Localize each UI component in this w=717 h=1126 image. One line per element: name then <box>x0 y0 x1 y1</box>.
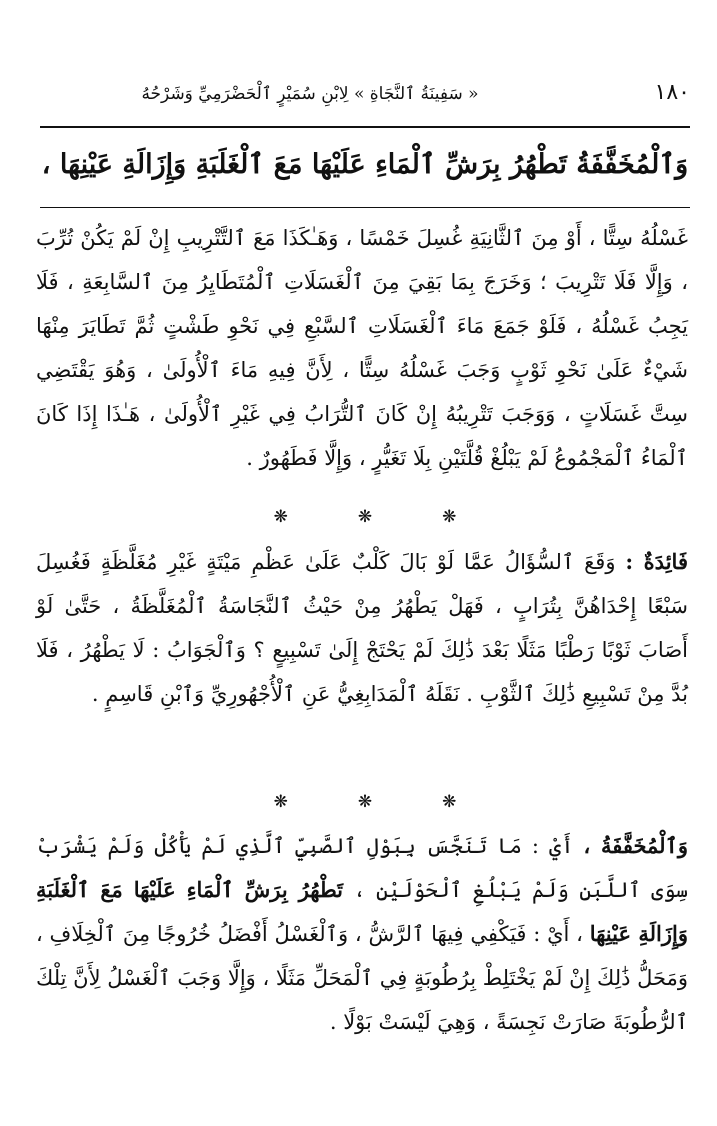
paragraph-text: غَسْلُهُ سِتًّا ، أَوْ مِنَ ٱلثَّانِيَةِ غُسِلَ خَمْسًا ، وَهَـٰكَذَا مَعَ ٱلتَّتْرِيبِ إِنْ لَمْ يَكُنْ تُرِّبَ ، وَإِلَّا فَلَا تَتْرِيبَ ؛ وَخَرَجَ بِمَا بَقِيَ مِنَ ٱلْغَسَلَاتِ ٱلْمُتَطَايِرُ مِنَ ٱلسَّابِعَةِ ، فَلَا يَجِبُ غَسْلُهُ ، فَلَوْ جَمَعَ مَاءَ ٱلْغَسَلَاتِ ٱلسَّبْعِ فِي نَحْوِ طَشْتٍ ثُمَّ تَطَايَرَ مِنْهَا شَيْءٌ عَلَىٰ نَحْوِ ثَوْبٍ وَجَبَ غَسْلُهُ سِتًّا ، لِأَنَّ فِيهِ مَاءَ ٱلْأُولَىٰ ، وَهُوَ يَقْتَضِي سِتَّ غَسَلَاتٍ ، وَوَجَبَ تَتْرِيبُهُ إِنْ كَانَ ٱلتُّرَابُ فِي غَيْرِ ٱلْأُولَىٰ ، هَـٰذَا إِذَا كَانَ ٱلْمَاءُ ٱلْمَجْمُوعُ لَمْ يَبْلُغْ قُلَّتَيْنِ بِلَا تَغَيُّرٍ ، وَإِلَّا فَطَهُورٌ . <box>36 226 688 470</box>
asterism-icon: ❋ <box>442 507 457 527</box>
page-number: ١٨٠ <box>654 80 690 105</box>
asterism-icon: ❋ <box>357 792 373 812</box>
paragraph-text: أَيْ : مَا تَنَجَّسَ بِبَوْلِ ٱلصَّبِيِّ ٱلَّذِي لَمْ يَأْكُلْ وَلَمْ يَشْرَبْ سِوَى ٱللَّبَنِ وَلَمْ يَبْلُغِ ٱلْحَوْلَيْنِ ، <box>36 834 688 902</box>
asterism-icon: ❋ <box>357 507 373 527</box>
asterism-icon: ❋ <box>273 507 288 527</box>
matn-quote: تَطْهُرُ بِرَشِّ ٱلْمَاءِ عَلَيْهَا مَعَ ٱلْغَلَبَةِ وَإِزَالَةِ عَيْنِهَا <box>36 877 689 946</box>
asterism-icon: ❋ <box>273 792 288 812</box>
paragraph-text: وَقَعَ ٱلسُّؤَالُ عَمَّا لَوْ بَالَ كَلْبٌ عَلَىٰ عَظْمِ مَيْتَةٍ غَيْرِ مُغَلَّظَةٍ فَغُسِلَ سَبْعًا إِحْدَاهُنَّ بِتُرَابٍ ، فَهَلْ يَطْهُرُ مِنْ حَيْثُ ٱلنَّجَاسَةُ ٱلْمُغَلَّظَةُ ، حَتَّىٰ لَوْ أَصَابَ ثَوْبًا رَطْبًا مَثَلًا بَعْدَ ذَٰلِكَ لَمْ يَحْتَجْ إِلَىٰ تَسْبِيعٍ ؟ وَٱلْجَوَابُ : لَا يَطْهُرُ ، فَلَا بُدَّ مِنْ تَسْبِيعِ ذَٰلِكَ ٱلثَّوْبِ . نَقَلَهُ ٱلْمَدَابِغِيُّ عَنِ ٱلْأُجْهُورِيِّ وَٱبْنِ قَاسِمٍ . <box>36 550 688 706</box>
matn-lead-word: وَٱلْمُخَفَّفَةُ ، <box>583 833 688 858</box>
page-header <box>40 78 690 118</box>
paragraph-text: ، أَيْ : فَيَكْفِي فِيهَا ٱلرَّشُّ ، وَٱلْغَسْلُ أَفْضَلُ خُرُوجًا مِنَ ٱلْخِلَافِ ، وَمَحَلُّ ذَٰلِكَ إِنْ لَمْ يَخْتَلِطْ بِرُطُوبَةٍ فِي ٱلْمَحَلِّ مَثَلًا ، وَإِلَّا وَجَبَ ٱلْغَسْلُ لِأَنَّ تِلْكَ ٱلرُّطُوبَةَ صَارَتْ نَجِسَةً ، وَهِيَ لَيْسَتْ بَوْلًا . <box>36 922 688 1034</box>
commentary-paragraph-2 <box>36 824 688 1044</box>
section-separator <box>40 505 690 529</box>
matn-text: وَٱلْمُخَفَّفَةُ تَطْهُرُ بِرَشِّ ٱلْمَاءِ عَلَيْهَا مَعَ ٱلْغَلَبَةِ وَإِزَالَةِ عَيْنِهَا ، <box>41 149 689 180</box>
running-title: « سَفِينَةُ ٱلنَّجَاةِ » لِابْنِ سُمَيْرٍ ٱلْحَضْرَمِيِّ وَشَرْحُهُ <box>141 84 479 104</box>
faidah-paragraph <box>36 540 688 716</box>
paragraph-content <box>36 824 688 1044</box>
faidah-label: فَائِدَةٌ : <box>625 549 688 574</box>
asterism-icon: ❋ <box>442 792 457 812</box>
section-separator <box>40 790 690 814</box>
paragraph-content <box>36 540 688 716</box>
commentary-paragraph-1 <box>36 216 688 480</box>
header-rule <box>40 126 690 128</box>
matn-rule <box>40 207 690 208</box>
